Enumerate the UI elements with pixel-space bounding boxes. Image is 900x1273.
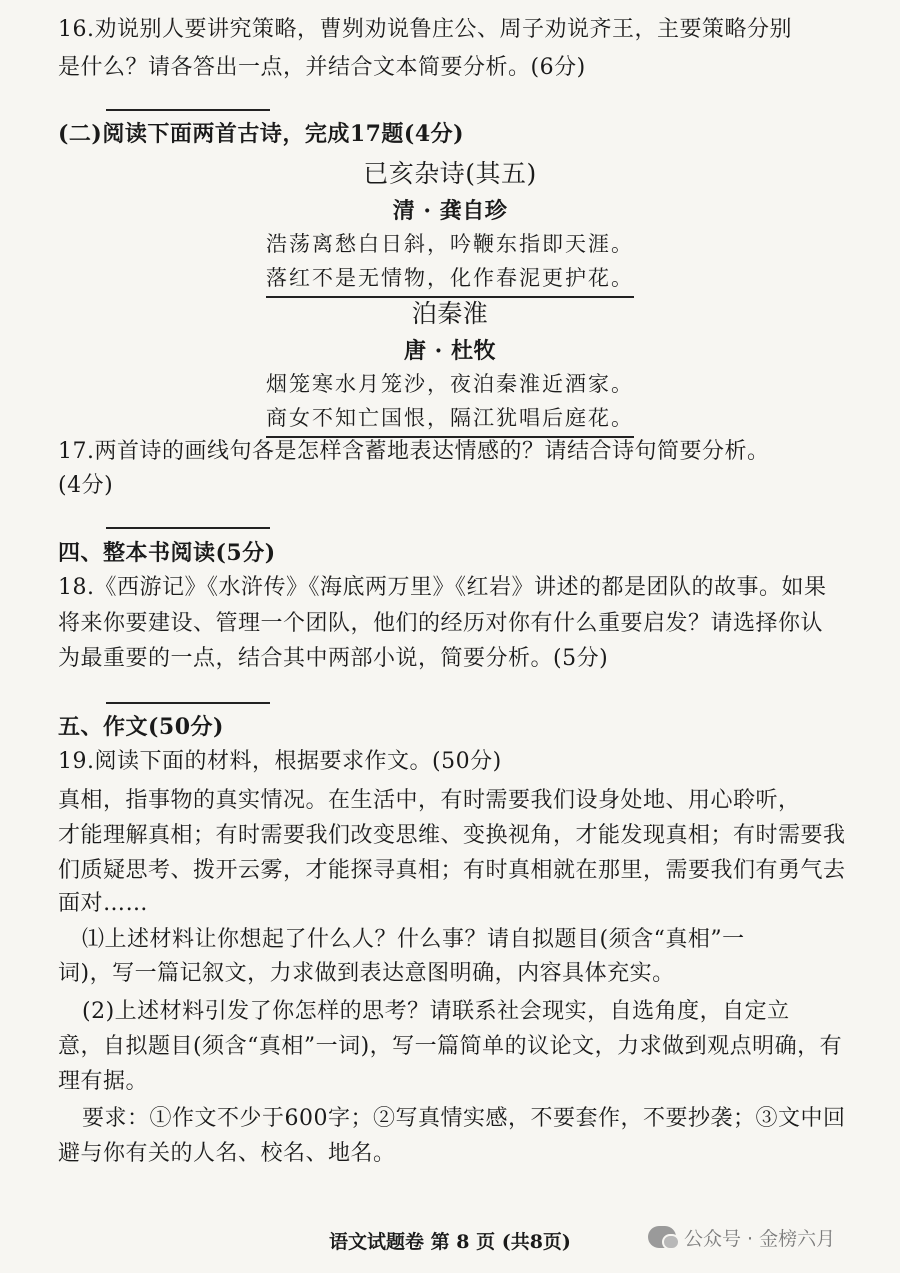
section5-heading: 五、作文(50分) — [58, 714, 224, 740]
answer-divider — [106, 702, 270, 704]
material-line1: 真相，指事物的真实情况。在生活中，有时需要我们设身处地、用心聆听， — [58, 788, 801, 813]
requirement-line2: 避与你有关的人名、校名、地名。 — [58, 1141, 396, 1166]
poem2-title: 泊秦淮 — [411, 299, 489, 328]
section2-heading: (二)阅读下面两首古诗，完成17题(4分) — [58, 121, 465, 147]
answer-divider — [106, 109, 270, 111]
poem1-line1: 浩荡离愁白日斜，吟鞭东指即天涯。 — [266, 232, 634, 256]
page-footer: 语文试题卷 第 8 页 (共8页) — [329, 1231, 571, 1253]
q18-line3: 为最重要的一点，结合其中两部小说，简要分析。(5分) — [58, 646, 609, 671]
option1-line2: 词)，写一篇记叙文，力求做到表达意图明确，内容具体充实。 — [58, 961, 675, 986]
q16-line1: 16.劝说别人要讲究策略，曹刿劝说鲁庄公、周子劝说齐王，主要策略分别 — [58, 17, 792, 42]
poem1-author: 清 · 龚自珍 — [392, 198, 508, 224]
watermark-text: 公众号 · 金榜六月 — [684, 1227, 836, 1250]
poem2-line2: 商女不知亡国恨，隔江犹唱后庭花。 — [266, 402, 634, 438]
q18-line2: 将来你要建设、管理一个团队，他们的经历对你有什么重要启发？请选择你认 — [58, 611, 824, 636]
poem1-line2-wrap — [0, 262, 900, 298]
option2-line1: (2)上述材料引发了你怎样的思考？请联系社会现实，自选角度，自定立 — [82, 999, 790, 1024]
material-line2: 才能理解真相；有时需要我们改变思维、变换视角，才能发现真相；有时需要我 — [58, 823, 846, 848]
material-line4: 面对…… — [58, 891, 149, 916]
q18-line1: 18.《西游记》《水浒传》《海底两万里》《红岩》讲述的都是团队的故事。如果 — [58, 575, 827, 600]
poem2-line2-wrap — [0, 402, 900, 438]
section4-heading: 四、整本书阅读(5分) — [58, 540, 276, 566]
poem2-author: 唐 · 杜牧 — [404, 338, 496, 364]
answer-divider — [106, 527, 270, 529]
q17-line2: (4分) — [58, 473, 114, 498]
option2-line2: 意，自拟题目(须含“真相”一词)，写一篇简单的议论文，力求做到观点明确，有 — [58, 1034, 843, 1059]
poem1-line2: 落红不是无情物，化作春泥更护花。 — [266, 262, 634, 298]
q17-line1: 17.两首诗的画线句各是怎样含蓄地表达情感的？请结合诗句简要分析。 — [58, 439, 770, 464]
option2-line3: 理有据。 — [58, 1069, 149, 1094]
requirement-line1: 要求：①作文不少于600字；②写真情实感，不要套作，不要抄袭；③文中回 — [82, 1106, 846, 1131]
poem1-title: 已亥杂诗(其五) — [363, 159, 537, 188]
material-line3: 们质疑思考、拨开云雾，才能探寻真相；有时真相就在那里，需要我们有勇气去 — [58, 858, 846, 883]
wechat-icon — [648, 1226, 676, 1248]
poem2-line1: 烟笼寒水月笼沙，夜泊秦淮近酒家。 — [266, 372, 634, 396]
watermark — [648, 1220, 835, 1254]
q16-line2: 是什么？请各答出一点，并结合文本简要分析。(6分) — [58, 55, 586, 80]
q19-prompt: 19.阅读下面的材料，根据要求作文。(50分) — [58, 749, 502, 774]
option1-line1: ⑴上述材料让你想起了什么人？什么事？请自拟题目(须含“真相”一 — [82, 927, 745, 952]
